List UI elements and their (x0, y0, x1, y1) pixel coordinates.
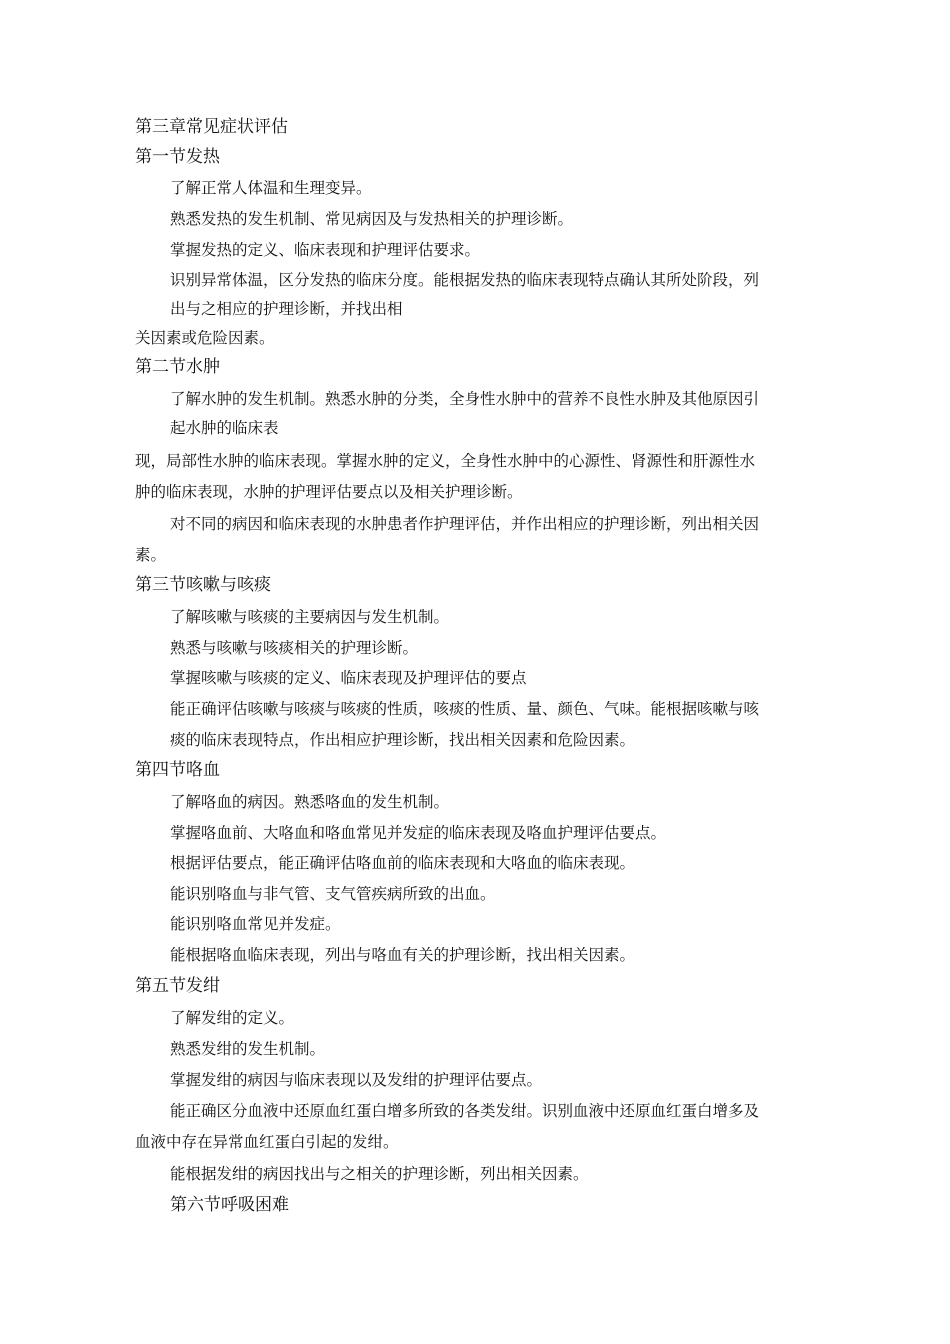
paragraph: 掌握发绀的病因与临床表现以及发绀的护理评估要点。 (170, 1071, 543, 1089)
paragraph-line: 识别异常体温，区分发热的临床分度。能根据发热的临床表现特点确认其所处阶段，列 (170, 271, 760, 289)
paragraph: 了解咳嗽与咳痰的主要病因与发生机制。 (170, 608, 450, 626)
paragraph: 能识别咯血与非气管、支气管疾病所致的出血。 (170, 885, 496, 903)
paragraph-line: 能正确评估咳嗽与咳痰与咳痰的性质，咳痰的性质、量、颜色、气味。能根据咳嗽与咳 (170, 700, 760, 718)
paragraph-line: 痰的临床表现特点，作出相应护理诊断，找出相关因素和危险因素。 (170, 731, 636, 749)
paragraph-line: 出与之相应的护理诊断，并找出相 (170, 300, 403, 318)
paragraph: 熟悉发绀的发生机制。 (170, 1040, 326, 1058)
paragraph-line: 起水肿的临床表 (170, 419, 279, 437)
paragraph: 了解发绀的定义。 (170, 1009, 295, 1027)
paragraph-line: 血液中存在异常血红蛋白引起的发绀。 (135, 1133, 399, 1151)
paragraph-line: 肿的临床表现，水肿的护理评估要点以及相关护理诊断。 (135, 483, 523, 501)
chapter-title: 第三章常见症状评估 (135, 117, 288, 137)
paragraph: 掌握咳嗽与咳痰的定义、临床表现及护理评估的要点 (170, 669, 527, 687)
paragraph: 了解咯血的病因。熟悉咯血的发生机制。 (170, 793, 450, 811)
paragraph: 掌握发热的定义、临床表现和护理评估要求。 (170, 241, 481, 259)
paragraph-line: 对不同的病因和临床表现的水肿患者作护理评估，并作出相应的护理诊断，列出相关因 (170, 515, 760, 533)
section-5-title: 第五节发绀 (135, 976, 220, 996)
paragraph-line: 关因素或危险因素。 (135, 329, 275, 347)
paragraph-line: 了解水肿的发生机制。熟悉水肿的分类，全身性水肿中的营养不良性水肿及其他原因引 (170, 390, 760, 408)
section-3-title: 第三节咳嗽与咳痰 (135, 575, 271, 595)
section-4-title: 第四节咯血 (135, 760, 220, 780)
paragraph-line: 素。 (135, 546, 167, 564)
paragraph: 能识别咯血常见并发症。 (170, 915, 341, 933)
paragraph: 了解正常人体温和生理变异。 (170, 179, 372, 197)
section-2-title: 第二节水肿 (135, 357, 220, 377)
section-1-title: 第一节发热 (135, 147, 220, 167)
section-6-title: 第六节呼吸困难 (170, 1195, 289, 1215)
paragraph-line: 能正确区分血液中还原血红蛋白增多所致的各类发绀。识别血液中还原血红蛋白增多及 (170, 1102, 760, 1120)
paragraph: 能根据咯血临床表现，列出与咯血有关的护理诊断，找出相关因素。 (170, 946, 636, 964)
paragraph: 熟悉与咳嗽与咳痰相关的护理诊断。 (170, 639, 419, 657)
paragraph: 根据评估要点，能正确评估咯血前的临床表现和大咯血的临床表现。 (170, 854, 636, 872)
paragraph: 掌握咯血前、大咯血和咯血常见并发症的临床表现及咯血护理评估要点。 (170, 824, 667, 842)
paragraph: 能根据发绀的病因找出与之相关的护理诊断，列出相关因素。 (170, 1165, 589, 1183)
paragraph: 熟悉发热的发生机制、常见病因及与发热相关的护理诊断。 (170, 210, 574, 228)
paragraph-line: 现，局部性水肿的临床表现。掌握水肿的定义，全身性水肿中的心源性、肾源性和肝源性水 (135, 452, 756, 470)
